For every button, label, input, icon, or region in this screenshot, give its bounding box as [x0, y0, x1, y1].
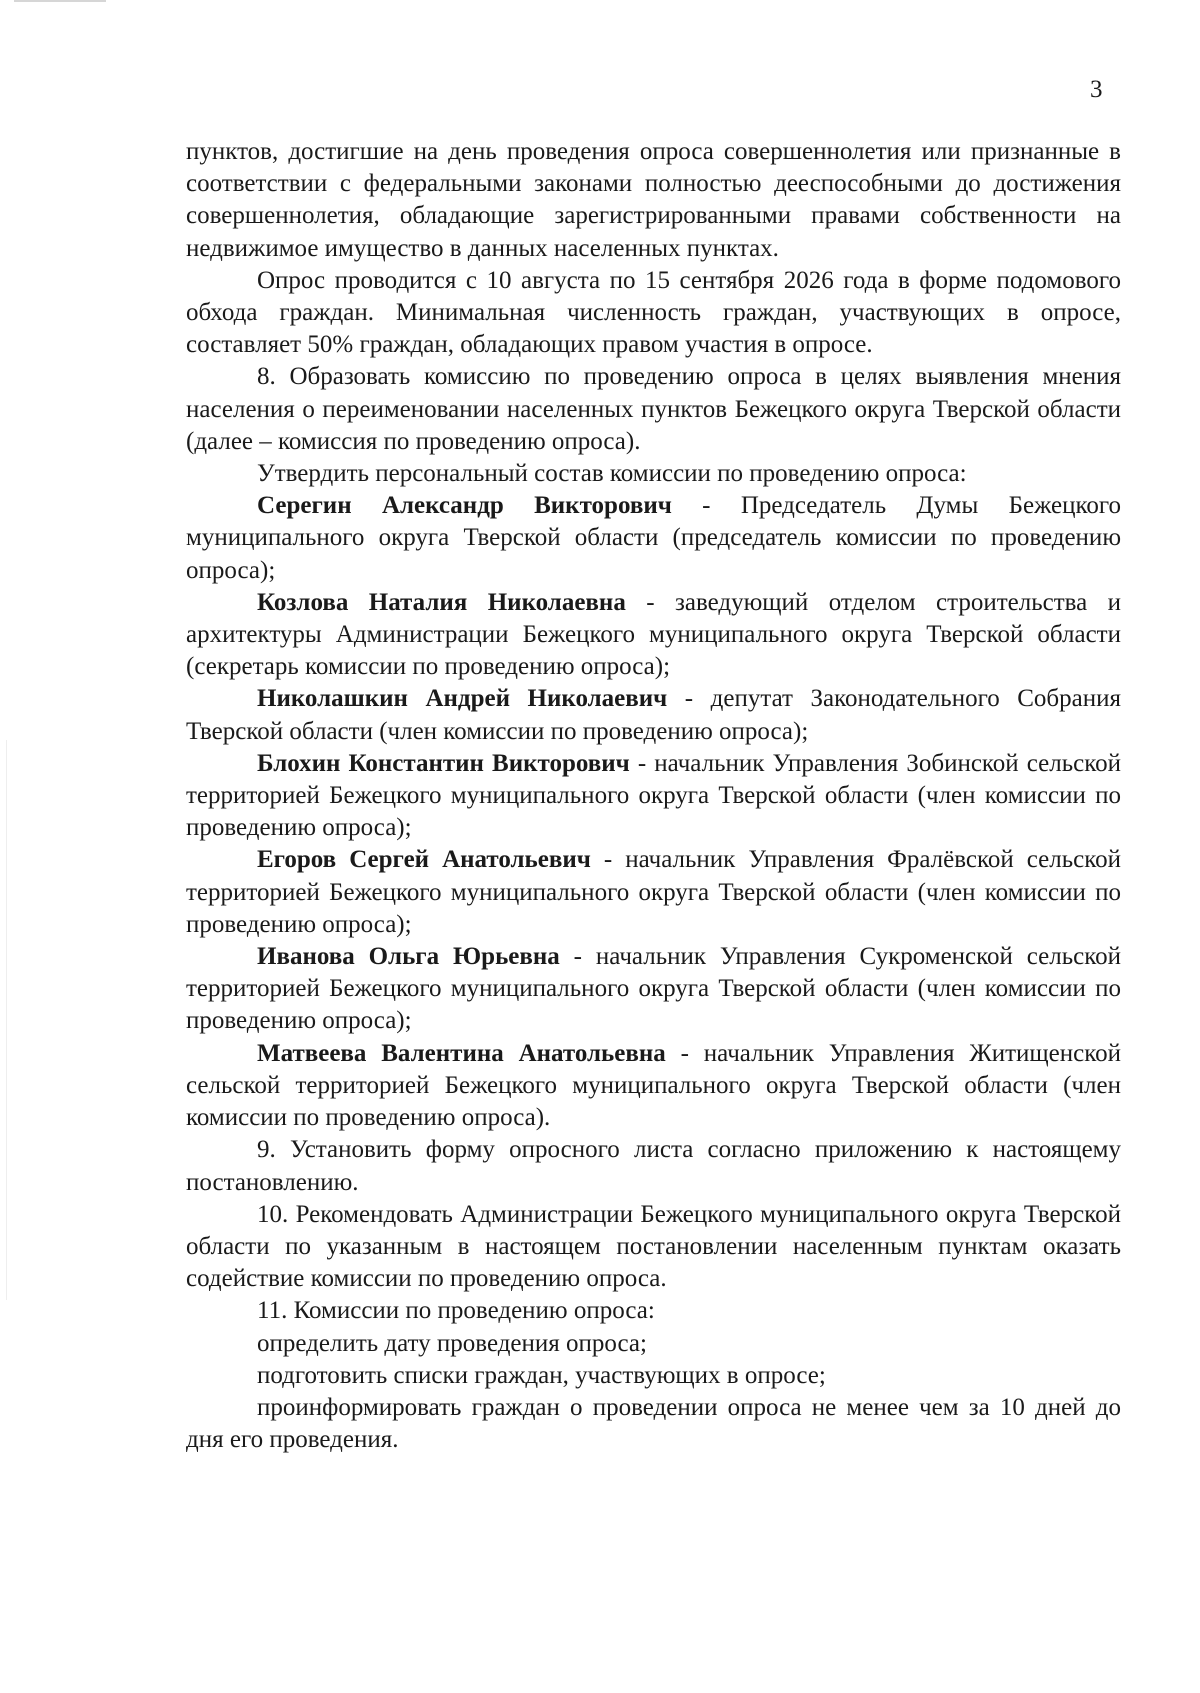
member-name: Серегин Александр Викторович	[257, 492, 672, 520]
paragraph-item-8: 8. Образовать комиссию по проведению опроса в целях выявления мнения населения о переименовании населенных пунктов Бежецкого округа Тверской области (далее – комиссия по проведению опроса).	[186, 363, 1121, 455]
commission-member	[186, 587, 1121, 684]
member-role: - Председатель Думы Бежецкого муниципального округа Тверской области (председатель комиссии по проведению опроса);	[186, 492, 1121, 584]
paragraph-item-10: 10. Рекомендовать Администрации Бежецкого муниципального округа Тверской области по указанным в настоящем постановлении населенным пунктам оказать содействие комиссии по проведению опроса.	[186, 1200, 1121, 1293]
paragraph-item-9: 9. Установить форму опросного листа согласно приложению к настоящему постановлению.	[186, 1136, 1121, 1196]
paragraph-task-inform: проинформировать граждан о проведении опроса не менее чем за 10 дней до дня его проведения.	[186, 1393, 1121, 1454]
commission-member	[186, 490, 1121, 587]
member-name: Николашкин Андрей Николаевич	[257, 685, 668, 713]
commission-member	[186, 1038, 1121, 1135]
paragraph-survey-period: Опрос проводится с 10 августа по 15 сентября 2026 года в форме подомового обхода граждан. Минимальная численность граждан, участвующих в опросе, составляет 50% граждан, обладающих правом участия в опросе.	[186, 266, 1121, 359]
document-body	[186, 136, 1121, 1456]
member-name: Матвеева Валентина Анатольевна	[257, 1039, 666, 1067]
member-role: - начальник Управления Житищенской сельской территорией Бежецкого муниципального округа Тверской области (член комиссии по проведению опроса).	[186, 1039, 1121, 1132]
member-name: Козлова Наталия Николаевна	[257, 588, 626, 616]
member-role: - заведующий отделом строительства и архитектуры Администрации Бежецкого муниципального округа Тверской области (секретарь комиссии по проведению опроса);	[186, 588, 1122, 681]
member-role: - начальник Управления Зобинской сельской территорией Бежецкого муниципального округа Тверской области (член комиссии по проведению опроса);	[186, 749, 1121, 842]
member-role: - начальник Управления Сукроменской сельской территорией Бежецкого муниципального округа Тверской области (член комиссии по проведению опроса);	[186, 943, 1121, 1035]
paragraph-task-date: определить дату проведения опроса;	[257, 1329, 647, 1357]
scan-artifact	[14, 0, 106, 2]
member-role: - депутат Законодательного Собрания Тверской области (член комиссии по проведению опроса);	[186, 685, 1122, 745]
commission-member	[186, 844, 1121, 941]
scan-edge-line	[6, 740, 7, 1300]
commission-member	[186, 683, 1121, 747]
paragraph-continuation: пунктов, достигшие на день проведения опроса совершеннолетия или признанные в соответствии с федеральными законами полностью дееспособными до достижения совершеннолетия, обладающие зарегистрированными правами собственности на недвижимое имущество в данных населенных пунктах.	[186, 138, 1121, 262]
member-name: Иванова Ольга Юрьевна	[257, 943, 560, 971]
member-role: - начальник Управления Фралёвской сельской территорией Бежецкого муниципального округа Тверской области (член комиссии по проведению опроса);	[186, 846, 1121, 938]
page-number: 3	[1090, 76, 1103, 103]
member-name: Егоров Сергей Анатольевич	[257, 846, 591, 874]
paragraph-approve-composition: Утвердить персональный состав комиссии по проведению опроса:	[257, 460, 967, 488]
paragraph-item-11: 11. Комиссии по проведению опроса:	[257, 1297, 655, 1325]
commission-member	[186, 748, 1121, 845]
member-name: Блохин Константин Викторович	[257, 749, 630, 777]
commission-member	[186, 941, 1121, 1038]
paragraph-task-lists: подготовить списки граждан, участвующих в опросе;	[257, 1361, 826, 1389]
